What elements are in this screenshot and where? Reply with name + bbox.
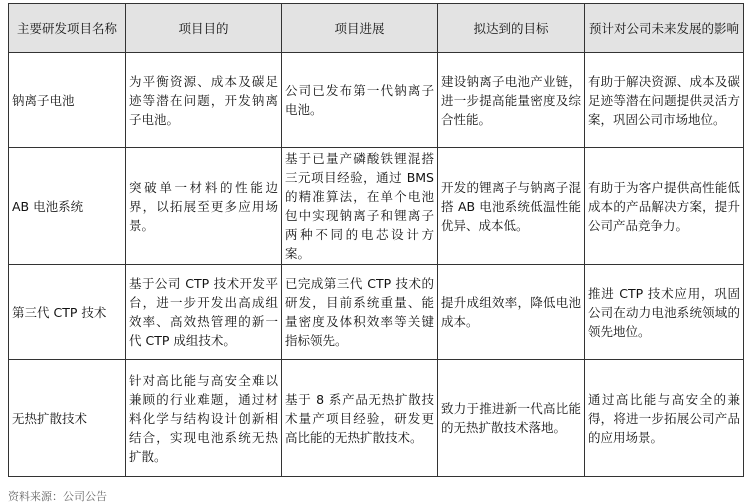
cell-goal: 致力于推进新一代高比能的无热扩散技术落地。 — [438, 360, 585, 477]
cell-project-name: 无热扩散技术 — [9, 360, 126, 477]
cell-impact: 推进 CTP 技术应用，巩固公司在动力电池系统领域的领先地位。 — [585, 265, 744, 360]
cell-impact: 有助于解决资源、成本及碳足迹等潜在问题提供灵活方案，巩固公司市场地位。 — [585, 53, 744, 148]
table-row — [9, 265, 744, 360]
cell-impact: 通过高比能与高安全的兼得，将进一步拓展公司产品的应用场景。 — [585, 360, 744, 477]
cell-progress: 基于 8 系产品无热扩散技术量产项目经验，研发更高比能的无热扩散技术。 — [282, 360, 438, 477]
cell-project-name: 钠离子电池 — [9, 53, 126, 148]
table-row — [9, 360, 744, 477]
table-header-row — [9, 4, 744, 53]
cell-goal: 开发的锂离子与钠离子混搭 AB 电池系统低温性能优异、成本低。 — [438, 148, 585, 265]
header-progress: 项目进展 — [282, 4, 438, 53]
rd-projects-table — [8, 3, 744, 477]
cell-purpose: 针对高比能与高安全难以兼顾的行业难题，通过材料化学与结构设计创新相结合，实现电池系统无热扩散。 — [126, 360, 282, 477]
table-row — [9, 148, 744, 265]
cell-goal: 建设钠离子电池产业链，进一步提高能量密度及综合性能。 — [438, 53, 585, 148]
header-goal: 拟达到的目标 — [438, 4, 585, 53]
cell-progress: 已完成第三代 CTP 技术的研发，目前系统重量、能量密度及体积效率等关键指标领先。 — [282, 265, 438, 360]
cell-progress: 基于已量产磷酸铁锂混搭三元项目经验，通过 BMS 的精准算法，在单个电池包中实现钠离子和锂离子两种不同的电芯设计方案。 — [282, 148, 438, 265]
cell-project-name: AB 电池系统 — [9, 148, 126, 265]
cell-project-name: 第三代 CTP 技术 — [9, 265, 126, 360]
cell-purpose: 为平衡资源、成本及碳足迹等潜在问题，开发钠离子电池。 — [126, 53, 282, 148]
cell-purpose: 突破单一材料的性能边界，以拓展至更多应用场景。 — [126, 148, 282, 265]
table-row — [9, 53, 744, 148]
header-impact: 预计对公司未来发展的影响 — [585, 4, 744, 53]
source-footnote: 资料来源：公司公告 — [8, 490, 107, 503]
cell-purpose: 基于公司 CTP 技术开发平台，进一步开发出高成组效率、高效热管理的新一代 CTP 成组技术。 — [126, 265, 282, 360]
header-purpose: 项目目的 — [126, 4, 282, 53]
cell-progress: 公司已发布第一代钠离子电池。 — [282, 53, 438, 148]
cell-goal: 提升成组效率，降低电池成本。 — [438, 265, 585, 360]
cell-impact: 有助于为客户提供高性能低成本的产品解决方案，提升公司产品竞争力。 — [585, 148, 744, 265]
header-project-name: 主要研发项目名称 — [9, 4, 126, 53]
